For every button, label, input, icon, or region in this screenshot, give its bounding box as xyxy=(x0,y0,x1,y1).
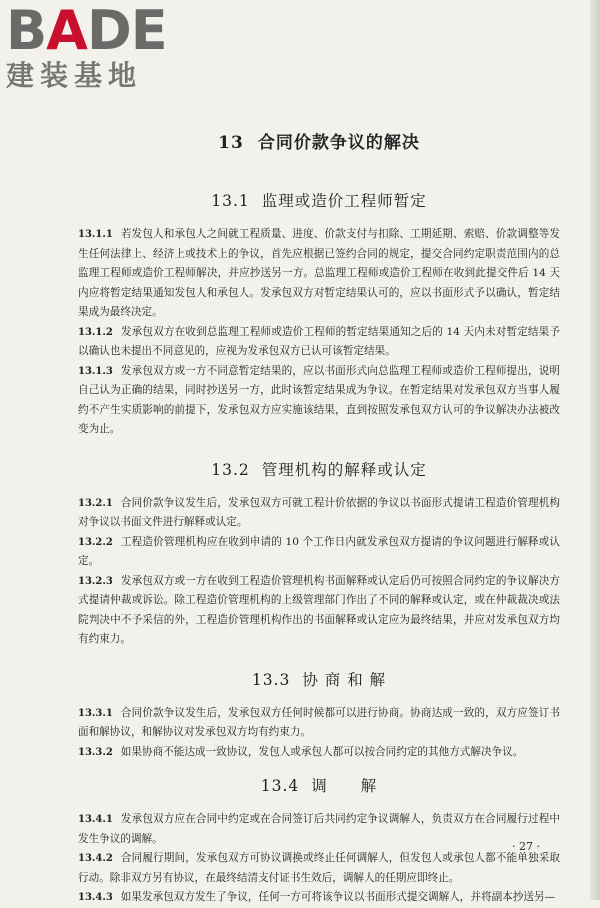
clause: 13.2.1 合同价款争议发生后，发承包双方可就工程计价依据的争议以书面形式提请工程造价管理机构对争议以书面文件进行解释或认定。 xyxy=(78,496,560,528)
logo-wordmark: BADE xyxy=(6,0,167,62)
clause: 13.1.2 发承包双方在收到总监理工程师或造价工程师的暂定结果通知之后的 14 天内未对暂定结果予以确认也未提出不同意见的，应视为发承包双方已认可该暂定结果。 xyxy=(78,325,560,357)
section-title: 13.3 协 商 和 解 xyxy=(251,670,387,689)
bade-logo xyxy=(6,0,176,92)
section-title: 13.4 调 解 xyxy=(260,777,378,795)
clause: 13.1.1 若发包人和承包人之间就工程质量、进度、价款支付与扣除、工期延期、索赔、价款调整等发生任何法律上、经济上或技术上的争议，首先应根据已签约合同的规定，提交合同约定职责范围内的总监理工程师或造价工程师解决，并应抄送另一方。总监理工程师或造价工程师在收到此提交件后 14 天内应将暂定结果通知发包人和承包人。发承包双方对暂定结果认可的，应以书面形式予以确认，暂定结果成为最终决定。 xyxy=(78,228,560,318)
clause: 13.3.1 合同价款争议发生后，发承包双方任何时候都可以进行协商。协商达成一致的，双方应签订书面和解协议，和解协议对发承包双方均有约束力。 xyxy=(78,706,560,738)
section-title: 13.1 监理或造价工程师暂定 xyxy=(211,192,427,210)
clause: 13.3.2 如果协商不能达成一致协议，发包人或承包人都可以按合同约定的其他方式解决争议。 xyxy=(78,745,524,758)
clause: 13.4.3 如果发承包双方发生了争议，任何一方可将该争议以书面形式提交调解人，并将副本抄送另— xyxy=(78,891,556,903)
section-title: 13.2 管理机构的解释或认定 xyxy=(211,460,427,479)
page-number: · 27 · xyxy=(512,840,540,853)
clause: 13.2.3 发承包双方或一方在收到工程造价管理机构书面解释或认定后仍可按照合同约定的争议解决方式提请仲裁或诉讼。除工程造价管理机构的上级管理部门作出了不同的解释或认定，或在仲裁裁决或法院判决中不予采信的外，工程造价管理机构作出的书面解释或认定应为最终结果，并应对发承包双方均有约束力。 xyxy=(78,574,560,645)
chapter-title: 13 合同价款争议的解决 xyxy=(218,133,420,153)
clause: 13.1.3 发承包双方或一方不同意暂定结果的，应以书面形式向总监理工程师或造价工程师提出，说明自己认为正确的结果，同时抄送另一方，此时该暂定结果成为争议。在暂定结果对发承包双方当事人履约不产生实质影响的前提下，发承包双方应实施该结果，直到按照发承包双方认可的争议解决办法被改变为止。 xyxy=(78,364,560,435)
clause: 13.2.2 工程造价管理机构应在收到申请的 10 个工作日内就发承包双方提请的争议问题进行解释或认定。 xyxy=(78,535,560,567)
page-body xyxy=(78,128,560,908)
clause: 13.4.1 发承包双方应在合同中约定或在合同签订后共同约定争议调解人，负责双方在合同履行过程中发生争议的调解。 xyxy=(78,813,560,845)
clause: 13.4.2 合同履行期间，发承包双方可协议调换或终止任何调解人，但发包人或承包人都不能单独采取行动。除非双方另有协议，在最终结清支付证书生效后，调解人的任期应即终止。 xyxy=(78,852,560,884)
scan-edge xyxy=(590,0,600,900)
logo-subtitle: 建装基地 xyxy=(6,59,143,92)
